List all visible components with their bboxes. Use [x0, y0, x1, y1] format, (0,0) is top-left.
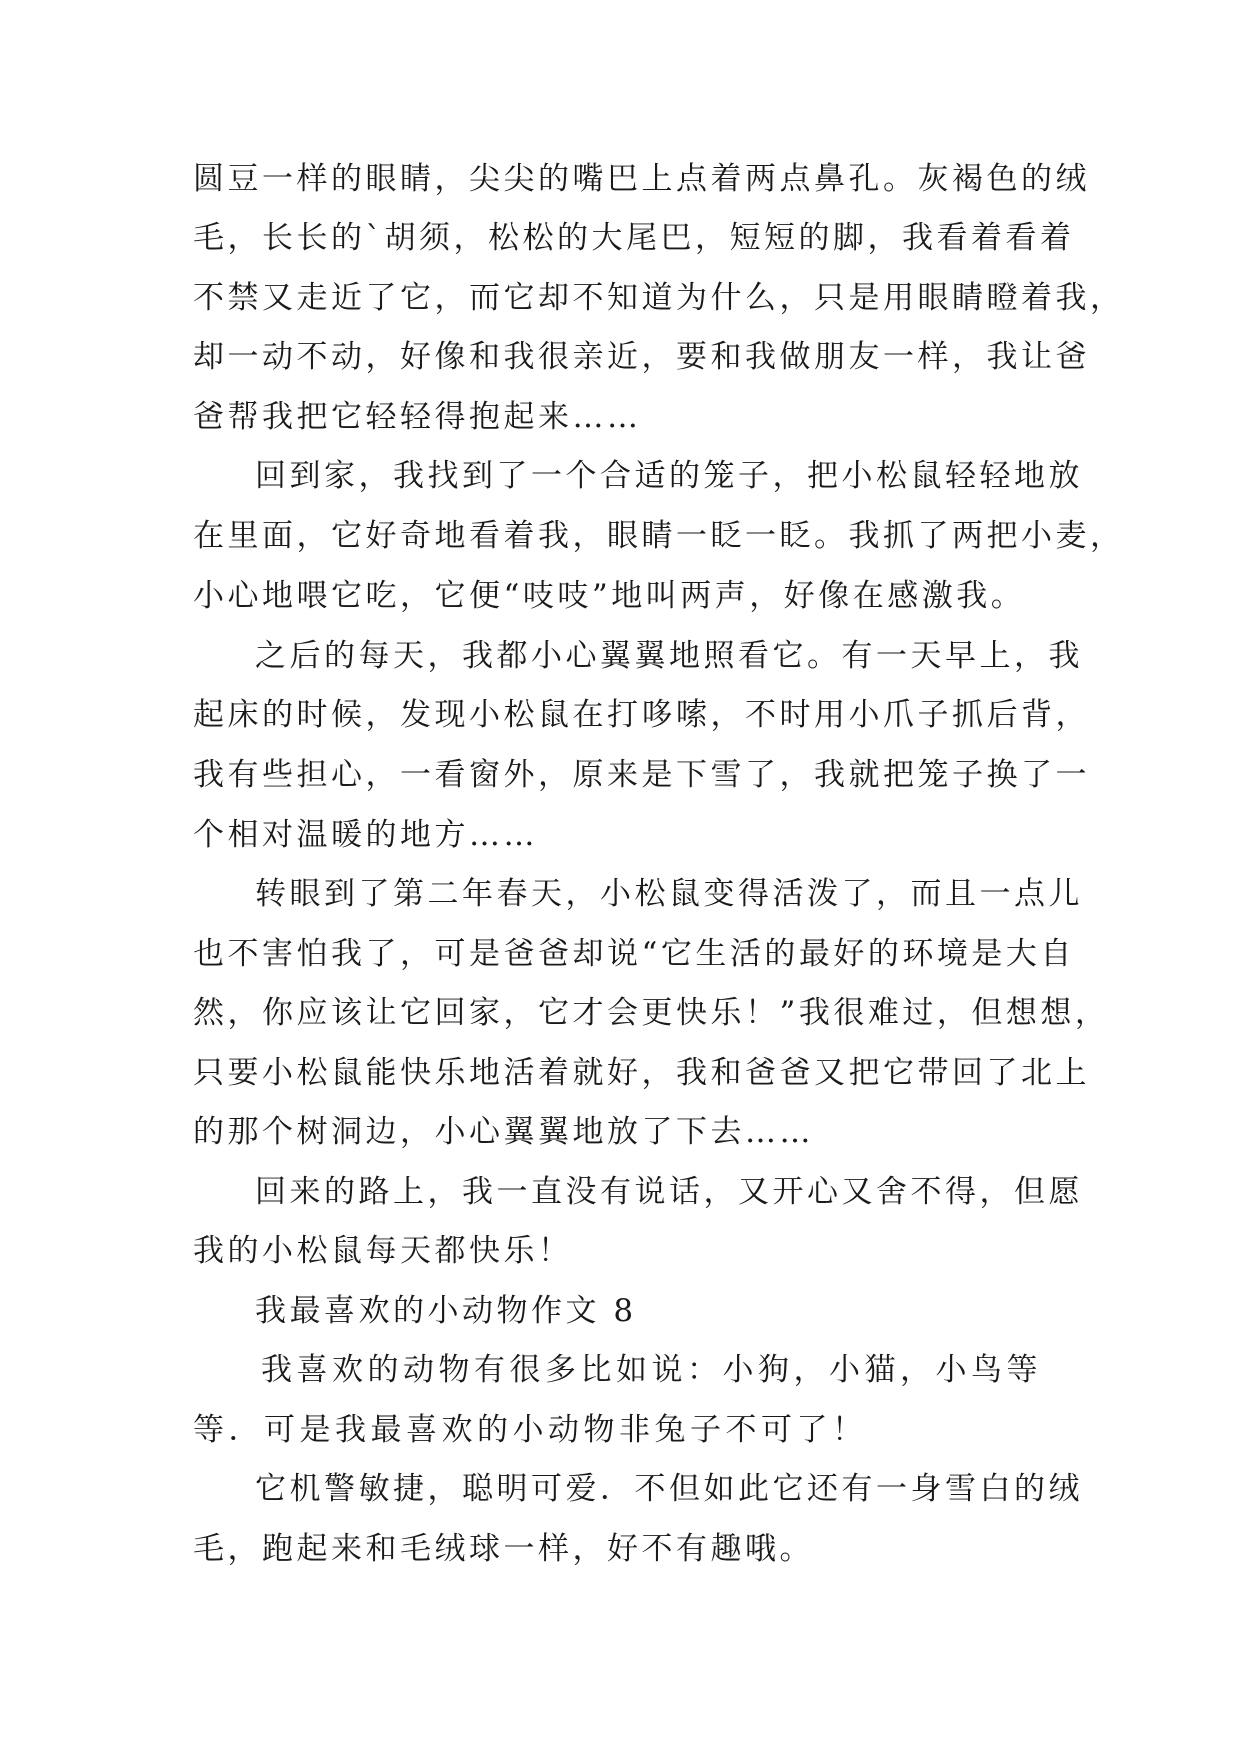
- text-line: 我的小松鼠每天都快乐！: [193, 1233, 573, 1269]
- text-line: 在里面，它好奇地看着我，眼睛一眨一眨。我抓了两把小麦，: [193, 518, 1125, 554]
- text-line: 然，你应该让它回家，它才会更快乐！”我很难过，但想想，: [193, 995, 1110, 1031]
- text-line: 回到家，我找到了一个合适的笼子，把小松鼠轻轻地放: [255, 458, 1083, 494]
- text-line: 却一动不动，好像和我很亲近，要和我做朋友一样，我让爸: [193, 339, 1090, 375]
- text-line: 我喜欢的动物有很多比如说：小狗，小猫，小鸟等: [261, 1352, 1042, 1388]
- text-line: 爸帮我把它轻轻得抱起来……: [193, 399, 642, 435]
- text-line: 等．可是我最喜欢的小动物非兔子不可了！: [193, 1412, 868, 1448]
- text-line: 小心地喂它吃，它便“吱吱”地叫两声，好像在感激我。: [193, 578, 1026, 614]
- text-line: 也不害怕我了，可是爸爸却说“它生活的最好的环境是大自: [193, 936, 1075, 972]
- text-line: 起床的时候，发现小松鼠在打哆嗦，不时用小爪子抓后背，: [193, 697, 1090, 733]
- text-line: 转眼到了第二年春天，小松鼠变得活泼了，而且一点儿: [255, 876, 1083, 912]
- text-line: 毛，长长的`胡须，松松的大尾巴，短短的脚，我看着看着: [193, 220, 1075, 256]
- text-line: 的那个树洞边，小心翼翼地放了下去……: [193, 1114, 814, 1150]
- text-line: 回来的路上，我一直没有说话，又开心又舍不得，但愿: [255, 1174, 1083, 1210]
- text-line: 不禁又走近了它，而它却不知道为什么，只是用眼睛瞪着我，: [193, 280, 1125, 316]
- text-line: 圆豆一样的眼睛，尖尖的嘴巴上点着两点鼻孔。灰褐色的绒: [193, 161, 1090, 197]
- section-heading: 我最喜欢的小动物作文 8: [255, 1293, 637, 1329]
- text-line: 个相对温暖的地方……: [193, 817, 538, 853]
- text-line: 我有些担心，一看窗外，原来是下雪了，我就把笼子换了一: [193, 757, 1090, 793]
- text-line: 毛，跑起来和毛绒球一样，好不有趣哦。: [193, 1531, 814, 1567]
- text-line: 只要小松鼠能快乐地活着就好，我和爸爸又把它带回了北上: [193, 1055, 1090, 1091]
- text-line: 它机警敏捷，聪明可爱．不但如此它还有一身雪白的绒: [255, 1471, 1083, 1507]
- text-line: 之后的每天，我都小心翼翼地照看它。有一天早上，我: [255, 638, 1083, 674]
